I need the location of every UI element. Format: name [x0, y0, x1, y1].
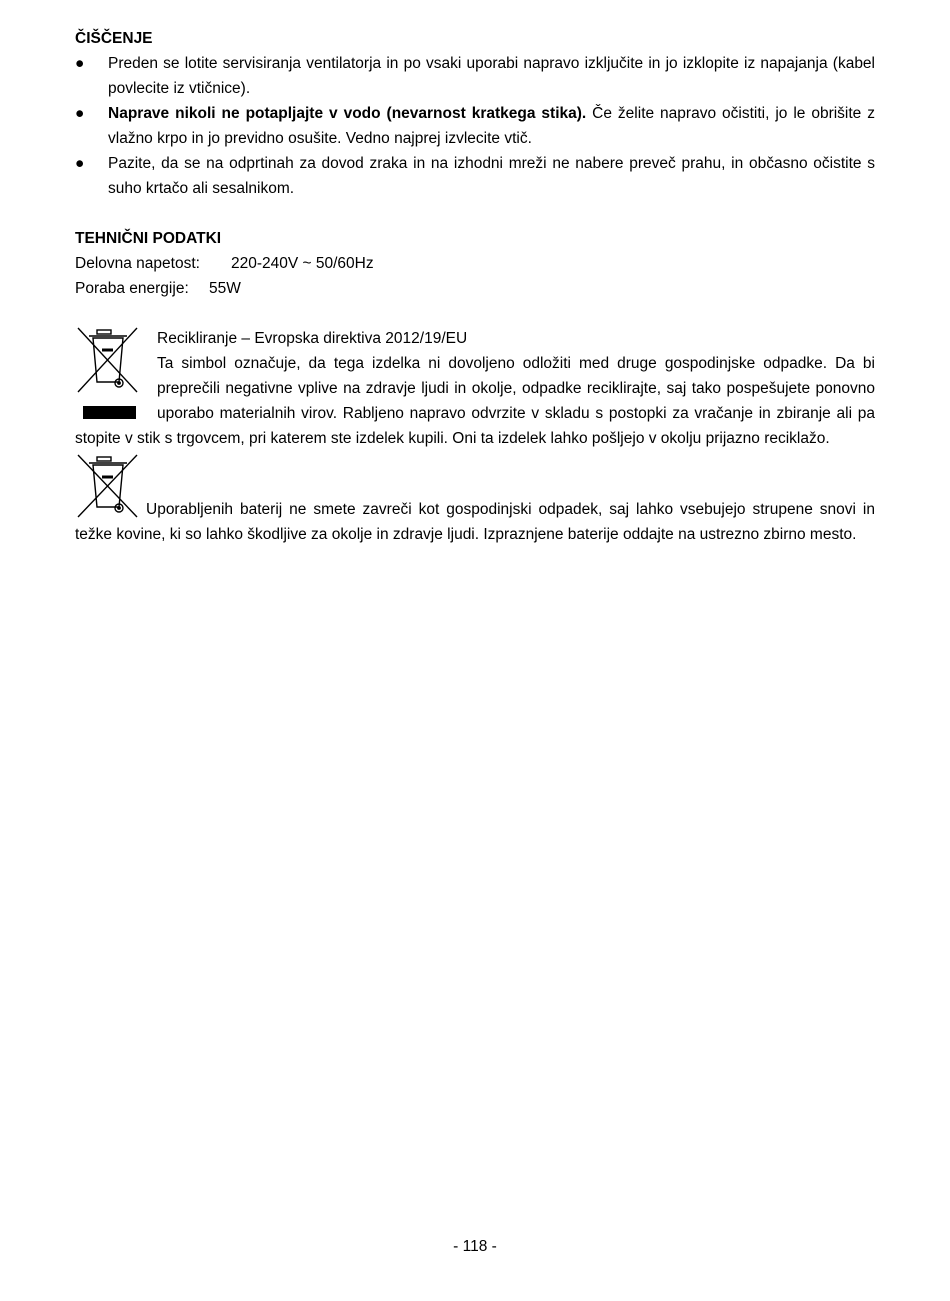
- batteries-text: Uporabljenih baterij ne smete zavreči kot gospodinjski odpadek, saj lahko vsebujejo strupene snovi in težke kovine, ki so lahko škodljive za okolje in zdravje ljudi. Izpraznjene baterije oddajte na ustrezno zbirno mesto.: [75, 501, 875, 543]
- spec-label: Delovna napetost:: [75, 255, 200, 272]
- batteries-section: [75, 453, 875, 547]
- recycling-section: [75, 326, 875, 451]
- bullet-text: Preden se lotite servisiranja ventilatorja in po vsaki uporabi napravo izključite in jo izklopite iz napajanja (kabel povlecite iz vtičnice).: [108, 55, 875, 97]
- cleaning-heading: ČIŠČENJE: [75, 30, 153, 47]
- crossed-out-wheelie-bin-icon: [75, 326, 139, 396]
- list-item: [75, 151, 875, 201]
- tech-heading: TEHNIČNI PODATKI: [75, 230, 222, 247]
- bullet-icon: ●: [75, 105, 85, 122]
- list-item: [75, 51, 875, 101]
- bullet-icon: ●: [75, 155, 85, 172]
- spec-value: 220-240V ~ 50/60Hz: [231, 255, 374, 272]
- bullet-text: Pazite, da se na odprtinah za dovod zraka in na izhodni mreži ne nabere preveč prahu, in občasno očistite s suho krtačo ali sesalnikom.: [108, 155, 875, 197]
- separation-bar: [83, 406, 136, 419]
- recycling-text: Ta simbol označuje, da tega izdelka ni dovoljeno odložiti med druge gospodinjske odpadke. Da bi preprečili negativne vplive na zdravje ljudi in okolje, odpadke reciklirajte, saj tako pospešujete ponovno uporabo materialnih virov. Rabljeno napravo odvrzite v skladu s postopki za vračanje in zbiranje ali pa stopite v stik s trgovcem, pri katerem ste izdelek kupili. Oni ta izdelek lahko pošljejo v okolju prijazno reciklažo.: [75, 355, 875, 447]
- spec-label: Poraba energije:: [75, 280, 189, 297]
- weee-symbol-batteries: [75, 453, 142, 521]
- cleaning-list: [75, 51, 875, 201]
- document-page: [75, 26, 875, 547]
- bullet-bold-text: Naprave nikoli ne potapljajte v vodo (nevarnost kratkega stika).: [108, 105, 587, 122]
- recycling-title: Recikliranje – Evropska direktiva 2012/19/EU: [157, 330, 468, 347]
- page-number: - 118 -: [453, 1238, 497, 1255]
- spec-power: [75, 276, 875, 301]
- spec-voltage: [75, 251, 875, 276]
- weee-symbol: [75, 326, 142, 419]
- crossed-out-wheelie-bin-icon: [75, 453, 139, 519]
- bullet-icon: ●: [75, 55, 85, 72]
- bullet-text: Če želite napravo očistiti, jo le obrišite z vlažno krpo in jo previdno osušite. Vedno najprej izvlecite vtič.: [108, 105, 875, 147]
- spec-value: 55W: [209, 280, 241, 297]
- list-item: [75, 101, 875, 151]
